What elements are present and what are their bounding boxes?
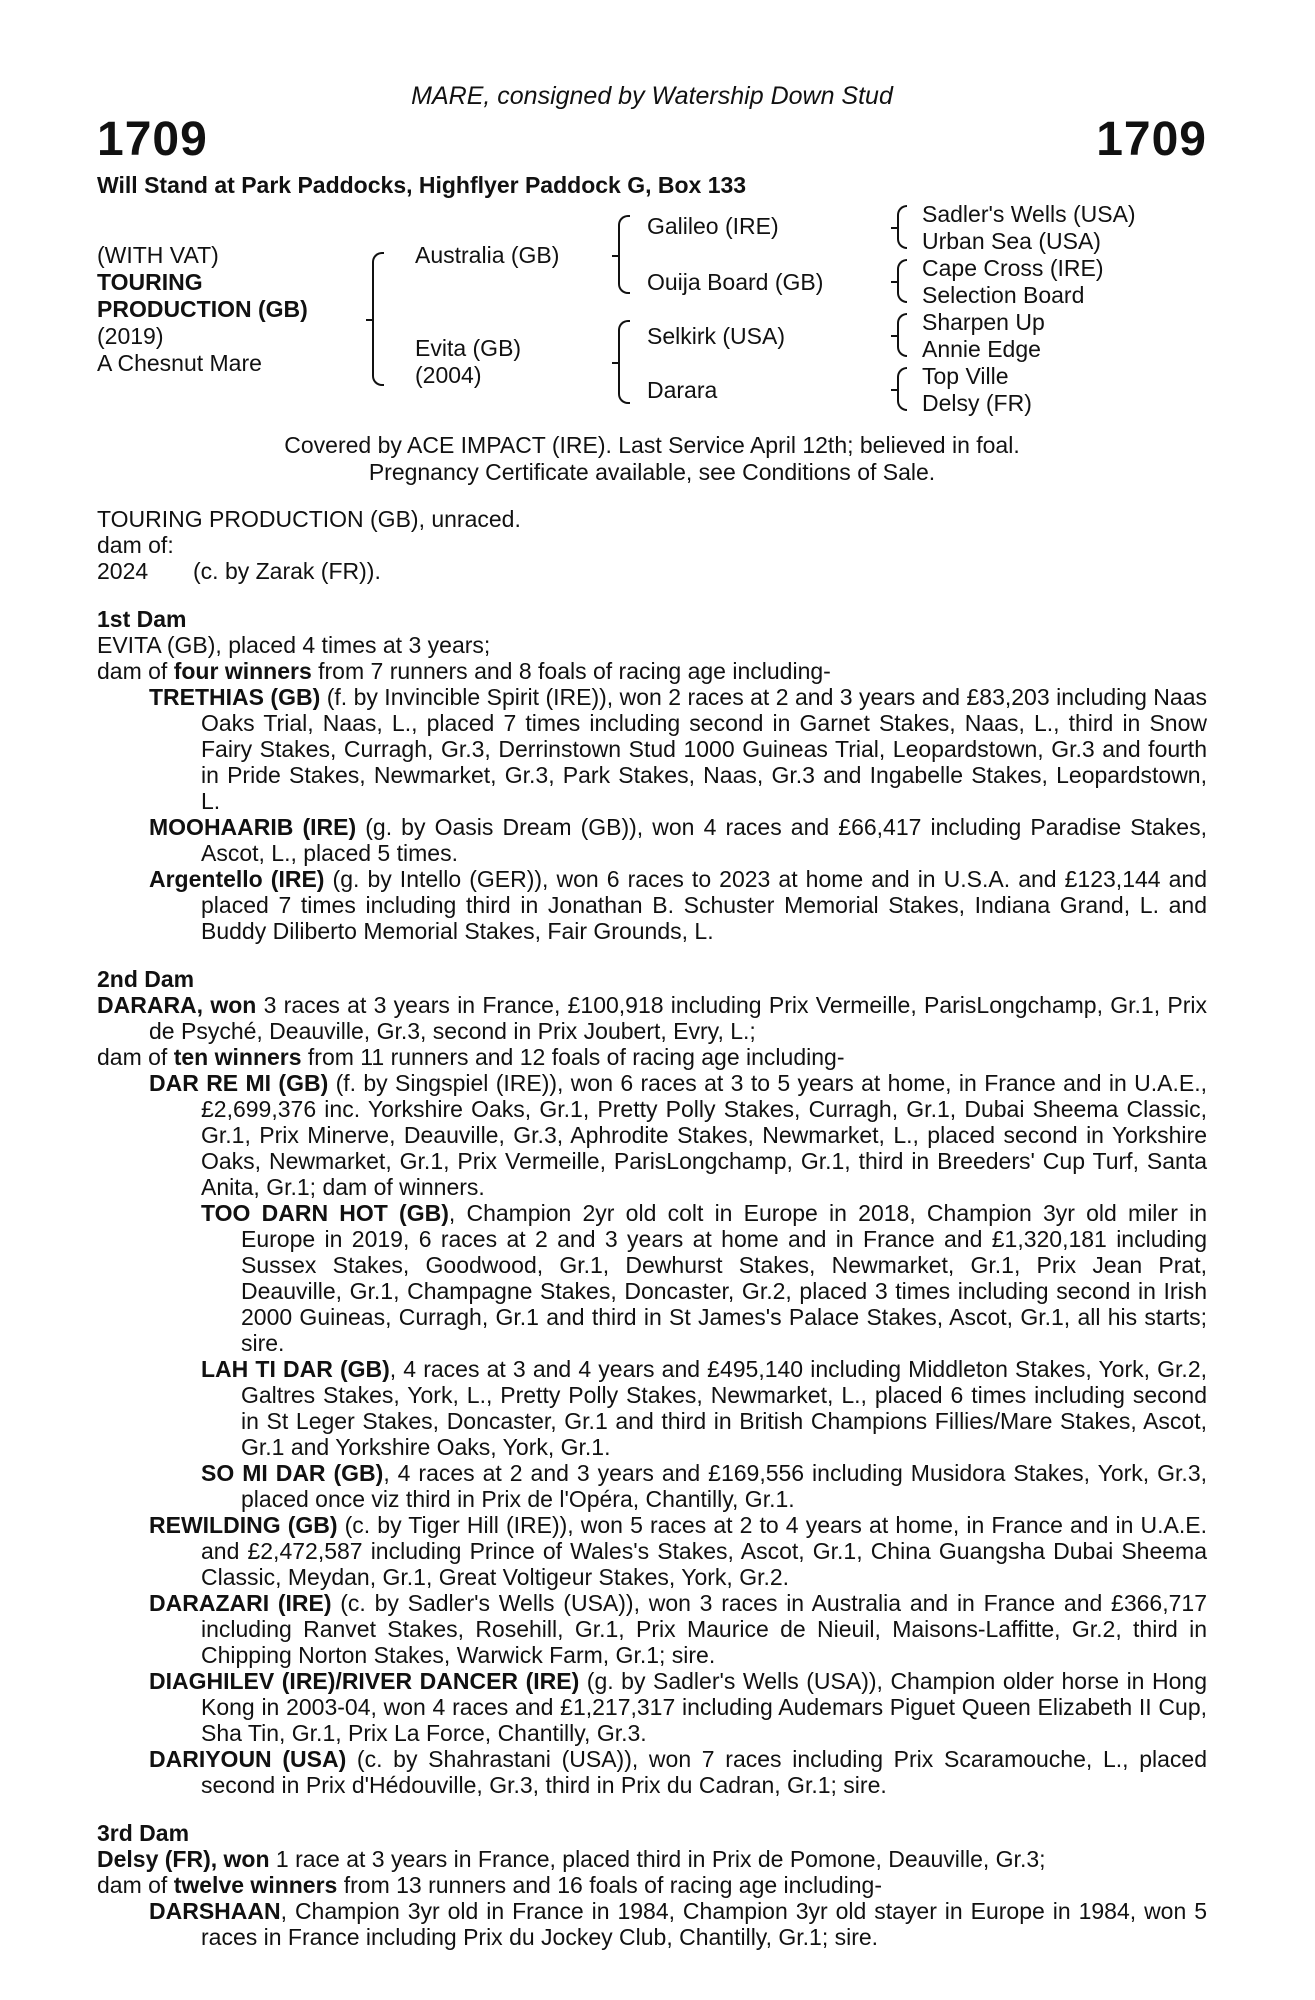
progeny-entry — [97, 1898, 1207, 1950]
dam-text: 3 races at 3 years in France, £100,918 including Prix Vermeille, ParisLongchamp, Gr.1, Prix de Psyché, Deauville, Gr.3, second in Prix Joubert, Evry, L.; — [149, 992, 1207, 1044]
progeny-text: (f. by Invincible Spirit (IRE)), won 2 races at 2 and 3 years and £83,203 including Naas Oaks Trial, Naas, L., placed 7 times including second in Garnet Stakes, Naas, L., third in Snow Fairy Stakes, Curragh, Gr.3, Derrinstown Stud 1000 Guineas Trial, Leopardstown, Gr.3 and fourth in Pride Stakes, Newmarket, Gr.3, Park Stakes, Naas, Gr.3 and Ingabelle Stakes, Leopardstown, L. — [201, 684, 1207, 814]
second-dam-dam-of — [97, 1044, 1207, 1070]
text: dam of — [97, 1872, 174, 1898]
progeny-text: (g. by Oasis Dream (GB)), won 4 races and £66,417 including Paradise Stakes, Ascot, L., placed 5 times. — [201, 814, 1207, 866]
progeny-name: LAH TI DAR (GB) — [201, 1356, 390, 1382]
progeny-text: (c. by Tiger Hill (IRE)), won 5 races at 2 to 4 years at home, in France and in U.A.E. and £2,472,587 including Prince of Wales's Stakes, Ascot, Gr.1, China Guangsha Dubai Sheema Classic, Meydan, Gr.1, Great Voltigeur Stakes, York, Gr.2. — [201, 1512, 1207, 1590]
winners-count: four winners — [173, 658, 312, 684]
ds-sire: Sharpen Up — [922, 309, 1045, 335]
grand-progeny-entry — [97, 1356, 1207, 1460]
progeny-entry — [97, 1668, 1207, 1746]
dd-brace — [897, 367, 907, 411]
progeny-entry — [97, 684, 1207, 814]
sd-dam: Selection Board — [922, 282, 1085, 308]
sd-brace — [897, 259, 907, 303]
progeny-text: (g. by Sadler's Wells (USA)), Champion older horse in Hong Kong in 2003-04, won 4 races and £1,217,317 including Audemars Piguet Queen Elizabeth II Cup, Sha Tin, Gr.1, Prix La Force, Chantilly, Gr.3. — [201, 1668, 1208, 1746]
horse-name-line1: TOURING — [97, 269, 203, 295]
lot-number-right: 1709 — [1096, 113, 1207, 166]
horse-year: (2019) — [97, 323, 164, 349]
sire-parents-brace — [618, 215, 630, 294]
progeny-text: , Champion 3yr old in France in 1984, Champion 3yr old stayer in Europe in 1984, won 5 races in France including Prix du Jockey Club, Chantilly, Gr.1; sire. — [201, 1898, 1207, 1950]
second-dam-summary — [97, 992, 1207, 1044]
progeny-entry — [97, 1746, 1207, 1798]
dam-name: Delsy (FR) — [97, 1846, 211, 1872]
covering-note — [97, 432, 1207, 486]
produce-dam-of: dam of: — [97, 532, 174, 558]
ss-sire: Sadler's Wells (USA) — [922, 201, 1136, 227]
progeny-name: TRETHIAS (GB) — [149, 684, 321, 710]
produce-row — [97, 558, 1207, 584]
produce-intro: TOURING PRODUCTION (GB), unraced. — [97, 506, 521, 532]
text: from 7 runners and 8 foals of racing age including- — [311, 658, 831, 684]
progeny-entry — [97, 1512, 1207, 1590]
progeny-text: (g. by Intello (GER)), won 6 races to 2023 at home and in U.S.A. and £123,144 and placed 7 times including third in Jonathan B. Schuster Memorial Stakes, Indiana Grand, L. and Buddy Diliberto Memorial Stakes, Fair Grounds, L. — [201, 866, 1208, 944]
won-label: , won — [196, 992, 257, 1018]
catalogue-body — [97, 506, 1207, 1950]
progeny-entry — [97, 1590, 1207, 1668]
progeny-name: DARSHAAN — [149, 1898, 281, 1924]
dd-dam: Delsy (FR) — [922, 390, 1032, 416]
produce-year: 2024 — [97, 558, 149, 584]
catalogue-page — [97, 0, 1207, 2000]
produce-foal: (c. by Zarak (FR)). — [193, 558, 381, 584]
first-dam-line2 — [97, 658, 1207, 684]
progeny-text: , Champion 2yr old colt in Europe in 2018, Champion 3yr old miler in Europe in 2019, 6 races at 2 and 3 years at home and in France and £1,320,181 including Sussex Stakes, Goodwood, Gr.1, Dewhurst Stakes, Newmarket, Gr.1, Prix Jean Prat, Deauville, Gr.1, Champagne Stakes, Doncaster, Gr.2, placed 3 times including second in Irish 2000 Guineas, Curragh, Gr.1 and third in St James's Palace Stakes, Ascot, Gr.1, all his starts; sire. — [241, 1200, 1207, 1356]
third-dam-dam-of — [97, 1872, 1207, 1898]
first-dam-heading: 1st Dam — [97, 606, 187, 632]
ds-brace — [897, 313, 907, 357]
grand-progeny-entry — [97, 1200, 1207, 1356]
won-label: , won — [210, 1846, 270, 1872]
winners-count: twelve winners — [173, 1872, 338, 1898]
dam-name: DARARA — [97, 992, 197, 1018]
ss-brace — [897, 205, 907, 249]
progeny-name: DARAZARI (IRE) — [149, 1590, 332, 1616]
lot-number-left: 1709 — [97, 113, 208, 166]
sd-sire: Cape Cross (IRE) — [922, 255, 1104, 281]
progeny-text: (c. by Sadler's Wells (USA)), won 3 races in Australia and in France and £366,717 including Ranvet Stakes, Rosehill, Gr.1, Prix Maurice de Nieuil, Maisons-Laffitte, Gr.2, third in Chipping Norton Stakes, Warwick Farm, Gr.1; sire. — [201, 1590, 1207, 1668]
dam-dam: Darara — [647, 377, 718, 403]
text: from 13 runners and 16 foals of racing age including- — [337, 1872, 882, 1898]
text: dam of — [97, 658, 174, 684]
progeny-name: DAR RE MI (GB) — [149, 1070, 329, 1096]
third-dam-summary — [97, 1846, 1207, 1872]
progeny-text: (f. by Singspiel (IRE)), won 6 races at 3 to 5 years at home, in France and in U.A.E., £2,699,376 inc. Yorkshire Oaks, Gr.1, Pretty Polly Stakes, Curragh, Gr.1, Dubai Sheema Classic, Gr.1, Prix Minerve, Deauville, Gr.3, Aphrodite Stakes, Newmarket, L., placed second in Yorkshire Oaks, Newmarket, Gr.1, Prix Vermeille, ParisLongchamp, Gr.1, third in Breeders' Cup Turf, Santa Anita, Gr.1; dam of winners. — [201, 1070, 1207, 1200]
winners-count: ten winners — [173, 1044, 302, 1070]
progeny-name: SO MI DAR (GB) — [201, 1460, 384, 1486]
sire-dam: Ouija Board (GB) — [647, 269, 824, 295]
consignment-line: MARE, consigned by Watership Down Stud — [411, 82, 893, 110]
horse-name-line2: PRODUCTION (GB) — [97, 296, 308, 322]
progeny-text: , 4 races at 2 and 3 years and £169,556 including Musidora Stakes, York, Gr.3, placed once viz third in Prix de l'Opéra, Chantilly, Gr.1. — [241, 1460, 1207, 1512]
covering-line2: Pregnancy Certificate available, see Conditions of Sale. — [368, 459, 936, 485]
progeny-name: TOO DARN HOT (GB) — [201, 1200, 449, 1226]
progeny-entry — [97, 814, 1207, 866]
progeny-name: REWILDING (GB) — [149, 1512, 338, 1538]
text: from 11 runners and 12 foals of racing age including- — [301, 1044, 845, 1070]
first-dam-line1: EVITA (GB), placed 4 times at 3 years; — [97, 632, 491, 658]
progeny-name: Argentello (IRE) — [149, 866, 325, 892]
progeny-name: DIAGHILEV (IRE)/RIVER DANCER (IRE) — [149, 1668, 580, 1694]
text: dam of — [97, 1044, 174, 1070]
sire-dam-brace — [372, 252, 384, 386]
progeny-text: , 4 races at 3 and 4 years and £495,140 including Middleton Stakes, York, Gr.2, Galtres Stakes, York, L., Pretty Polly Stakes, Newmarket, L., placed 6 times including second in St Leger Stakes, Doncaster, Gr.1 and third in British Champions Fillies/Mare Stakes, Ascot, Gr.1 and Yorkshire Oaks, York, Gr.1. — [241, 1356, 1207, 1460]
progeny-name: MOOHAARIB (IRE) — [149, 814, 357, 840]
sire-sire: Galileo (IRE) — [647, 213, 779, 239]
progeny-name: DARIYOUN (USA) — [149, 1746, 347, 1772]
stand-location: Will Stand at Park Paddocks, Highflyer Paddock G, Box 133 — [97, 172, 747, 198]
ss-dam: Urban Sea (USA) — [922, 228, 1101, 254]
dam-parents-brace — [618, 320, 630, 404]
sire: Australia (GB) — [415, 242, 560, 268]
third-dam-heading: 3rd Dam — [97, 1820, 190, 1846]
covering-line1: Covered by ACE IMPACT (IRE). Last Service April 12th; believed in foal. — [284, 432, 1020, 458]
second-dam-heading: 2nd Dam — [97, 966, 195, 992]
horse-description: A Chesnut Mare — [97, 350, 262, 376]
dam-year: (2004) — [415, 362, 482, 388]
vat-label: (WITH VAT) — [97, 242, 219, 268]
dam: Evita (GB) — [415, 335, 522, 361]
progeny-entry — [97, 1070, 1207, 1200]
dam-text: 1 race at 3 years in France, placed third in Prix de Pomone, Deauville, Gr.3; — [269, 1846, 1046, 1872]
progeny-entry — [97, 866, 1207, 944]
progeny-text: (c. by Shahrastani (USA)), won 7 races including Prix Scaramouche, L., placed second in Prix d'Hédouville, Gr.3, third in Prix du Cadran, Gr.1; sire. — [201, 1746, 1207, 1798]
dd-sire: Top Ville — [922, 363, 1009, 389]
dam-sire: Selkirk (USA) — [647, 323, 786, 349]
grand-progeny-entry — [97, 1460, 1207, 1512]
ds-dam: Annie Edge — [922, 336, 1041, 362]
